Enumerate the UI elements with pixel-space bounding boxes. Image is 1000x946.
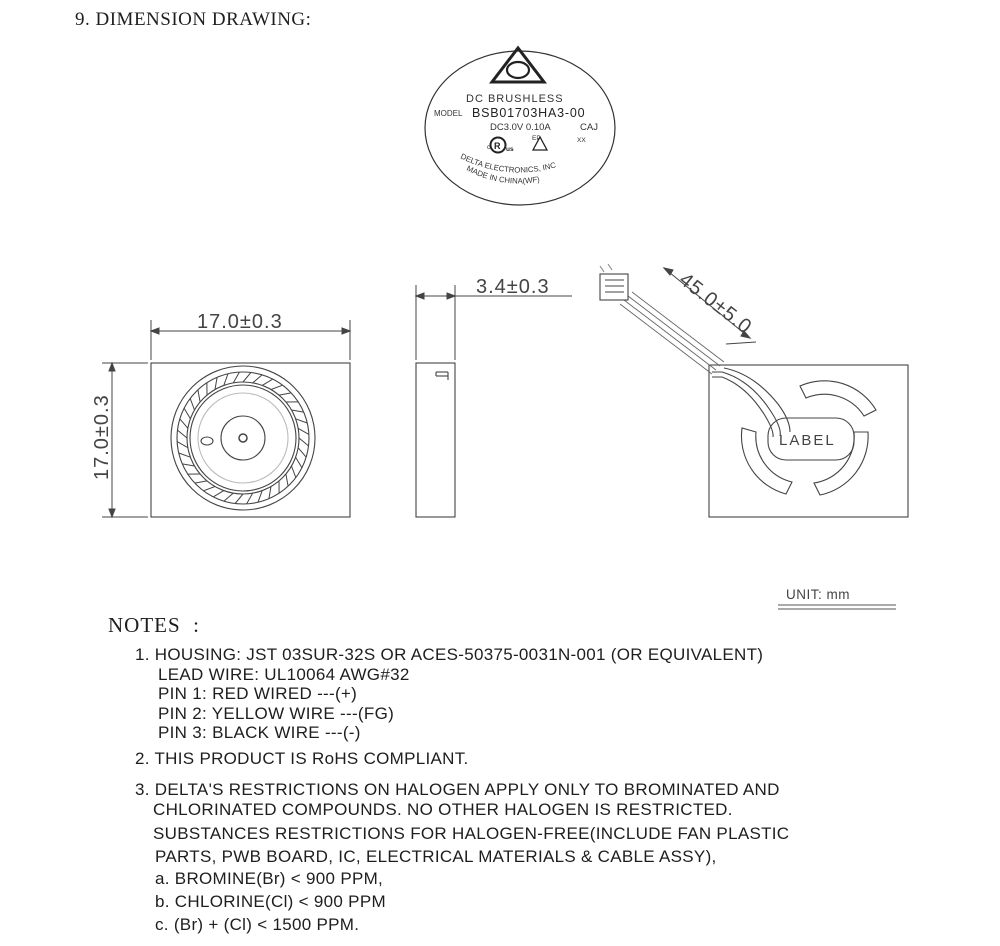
badge-ep: EP xyxy=(532,135,541,142)
impeller-blade xyxy=(247,493,253,504)
impeller-blade xyxy=(292,466,296,478)
impeller-blade xyxy=(279,393,291,395)
svg-text:R: R xyxy=(494,141,501,151)
unit-label: UNIT: mm xyxy=(786,587,850,602)
note-line: PIN 2: YELLOW WIRE ---(FG) xyxy=(158,704,395,723)
note-line: 3. DELTA'S RESTRICTIONS ON HALOGEN APPLY ONLY TO BROMINATED AND xyxy=(135,780,780,799)
impeller-blade xyxy=(298,428,309,434)
impeller-blade xyxy=(215,377,217,389)
impeller-blade xyxy=(296,419,308,423)
note-line: a. BROMINE(Br) < 900 PPM, xyxy=(155,869,384,888)
note-line: LEAD WIRE: UL10064 AWG#32 xyxy=(158,665,410,684)
front-view xyxy=(151,363,350,517)
width-dimension-label: 17.0±0.3 xyxy=(197,311,283,333)
badge-model: BSB01703HA3-00 xyxy=(472,106,586,120)
impeller-blade xyxy=(296,457,302,468)
badge-xx: XX xyxy=(577,137,586,144)
section-heading: 9. DIMENSION DRAWING: xyxy=(75,9,312,30)
svg-text:c: c xyxy=(487,145,490,151)
notes-title: NOTES : xyxy=(108,613,200,637)
impeller-blade xyxy=(253,375,263,383)
impeller-blade xyxy=(233,372,239,383)
back-view xyxy=(600,264,908,517)
impeller-blade xyxy=(243,373,251,383)
impeller-blade xyxy=(269,487,271,499)
impeller-blade xyxy=(195,481,207,483)
note-line: PIN 1: RED WIRED ---(+) xyxy=(158,684,358,703)
impeller-blade xyxy=(298,448,306,458)
connector-housing xyxy=(600,264,628,300)
badge-line1: DC BRUSHLESS xyxy=(466,93,564,105)
impeller-blade xyxy=(198,390,200,402)
back-label-text: LABEL xyxy=(779,432,836,449)
lead-length-label: 45.0±5.0 xyxy=(674,268,757,339)
note-line: CHLORINATED COMPOUNDS. NO OTHER HALOGEN IS RESTRICTED. xyxy=(153,800,733,819)
ul-cert-icon xyxy=(487,138,514,154)
impeller-blade xyxy=(190,398,194,410)
impeller-blade xyxy=(177,442,188,448)
impeller-blade xyxy=(262,379,273,385)
impeller-blades xyxy=(177,372,309,504)
unit-block xyxy=(778,587,896,609)
height-dimension-label: 17.0±0.3 xyxy=(91,394,113,480)
note-line: PARTS, PWB BOARD, IC, ELECTRICAL MATERIALS & CABLE ASSY), xyxy=(155,847,717,866)
note-line: b. CHLORINE(Cl) < 900 PPM xyxy=(155,892,386,911)
impeller-blade xyxy=(286,474,288,486)
thickness-dimension-label: 3.4±0.3 xyxy=(476,276,550,298)
badge-arc1: DELTA ELECTRONICS, INC xyxy=(459,151,557,175)
note-line: 2. THIS PRODUCT IS RoHS COMPLIANT. xyxy=(135,749,469,768)
badge-model-label: MODEL xyxy=(434,109,463,118)
badge-arc2: MADE IN CHINA(WF) xyxy=(465,163,541,186)
note-line: c. (Br) + (Cl) < 1500 PPM. xyxy=(155,915,360,934)
impeller-blade xyxy=(213,491,224,497)
impeller-blade xyxy=(184,408,190,419)
badge-cert: us xyxy=(506,146,514,153)
impeller-blade xyxy=(235,494,243,504)
impeller-blade xyxy=(178,430,188,438)
note-line: 1. HOUSING: JST 03SUR-32S OR ACES-50375-0031N-001 (OR EQUIVALENT) xyxy=(135,645,764,664)
impeller-blade xyxy=(182,464,194,466)
note-line: SUBSTANCES RESTRICTIONS FOR HALOGEN-FREE(INCLUDE FAN PLASTIC xyxy=(153,824,790,843)
side-view xyxy=(416,363,455,517)
impeller-blade xyxy=(292,410,304,412)
impeller-blade xyxy=(224,374,228,386)
badge-code: CAJ xyxy=(580,122,598,133)
impeller-blade xyxy=(203,487,215,491)
product-label-badge xyxy=(425,48,615,205)
impeller-blade xyxy=(180,419,188,429)
impeller-blade xyxy=(258,491,262,503)
impeller-blade xyxy=(224,493,234,501)
impeller-blade xyxy=(271,385,283,389)
impeller-blade xyxy=(179,453,191,457)
badge-rating: DC3.0V 0.10A xyxy=(490,122,551,133)
impeller-blade xyxy=(299,438,309,446)
note-line: PIN 3: BLACK WIRE ---(-) xyxy=(158,723,361,742)
